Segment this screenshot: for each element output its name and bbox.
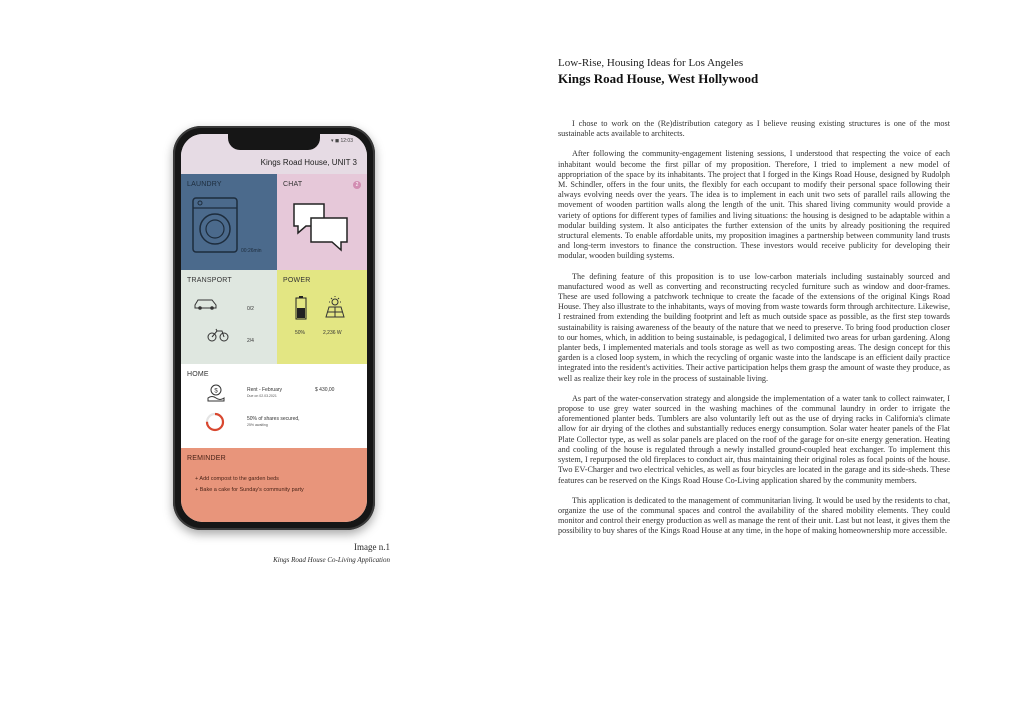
cars-available: 0/2 — [247, 306, 254, 312]
rent-label: Rent - February — [247, 387, 283, 393]
chat-bubbles-icon — [291, 200, 351, 256]
battery-level: 50% — [295, 330, 306, 336]
washing-machine-icon — [191, 196, 239, 254]
paragraph: After following the community-engagement listening sessions, I understood that respecting the voice of each inhabitant would become the first pillar of my proposition. Therefore, I tried to implement a new model of appropriation of the space by its inhabitants. The project that I forged in the Kings Road House, designed by Rudolph M. Schindler, offers in the four units, the flexibly for each occupant to modify their personal space following their always evolving needs over the years. The idea is to implement in each unit two sets of parallel rails allowing the movement of wooden partition walls along the length of the unit. This shared living community would provide a variety of options for different types of families and living situations: the housing is designed to be adaptable within a modular building system. It also anticipates the further extension of the units by already positioning the required structural elements. To enable affordable units, my proposition imagines a partnership between community land trusts and long-term investors to finance the construction. These investors would receive publicity for developing their modular, wooden building systems. — [558, 149, 950, 261]
reminder-tile[interactable] — [181, 448, 367, 522]
paragraph: I chose to work on the (Re)distribution category as I believe reusing existing structures is one of the most sustainable acts available to architects. — [558, 119, 950, 139]
shares-awaiting: 25% awaiting — [247, 423, 268, 427]
chat-badge: 2 — [353, 181, 361, 189]
rent-amount: $ 430,00 — [315, 387, 335, 393]
home-tile[interactable] — [181, 364, 367, 448]
home-label: HOME — [187, 371, 209, 378]
svg-text:$: $ — [214, 388, 218, 395]
rent-payment-icon — [207, 384, 225, 402]
unit-title: Kings Road House, UNIT 3 — [260, 158, 357, 167]
solar-output: 2,236 W — [323, 330, 342, 336]
paragraph: As part of the water-conservation strategy and alongside the implementation of a water tank to collect rainwater, I propose to use grey water sourced in the washing machines of the communal laundry in order to irrigate the aforementioned planter beds. Tumblers are also voluntarily left out as the use of drying racks in California's climate allow for air drying of the clothes and substantially reduces energy consumption. Solar water heater panels of the Flat Plate Collector type, as well as solar panels are placed on the roof of the garage for on-site energy generation. Heating and cooling of the house is regulated through a newly installed ground-coupled heat exchanger. To implement this system, I repurposed the old fireplaces to conduct air, thus maintaining their original roles as focal points of the house. Two EV-Charger and two electrical vehicles, as well as four bicycles are located in the garage and its side-sheds. These features can be reserved on the Kings Road House Co-Living application shared by the community members. — [558, 393, 950, 485]
paragraph: This application is dedicated to the management of communitarian living. It would be used by the residents to chat, organize the use of the communal spaces and control the availability of the shared mobility elements. They could monitor and control their energy production as well as manage the rent of their unit. Last but not least, it gives them the possibility to buy shares of the Kings Road House at any time, in the hope of making homeownership more accessible. — [558, 495, 950, 536]
car-icon — [193, 296, 219, 310]
shares-progress-ring — [205, 412, 225, 432]
laundry-label: LAUNDRY — [187, 181, 222, 188]
chat-label: CHAT — [283, 181, 303, 188]
reminder-label: REMINDER — [187, 455, 226, 462]
reminder-item[interactable]: + Add compost to the garden beds — [195, 476, 279, 482]
power-tile[interactable] — [277, 270, 367, 364]
phone-screen — [181, 134, 367, 522]
article-subtitle: Low-Rise, Housing Ideas for Los Angeles — [558, 57, 744, 69]
battery-icon — [295, 296, 307, 320]
transport-tile[interactable] — [181, 270, 277, 364]
article-title: Kings Road House, West Hollywood — [558, 71, 759, 86]
power-label: POWER — [283, 277, 311, 284]
article-body — [558, 119, 950, 547]
status-icons: ▾ ◼ 12:03 — [331, 138, 353, 144]
solar-panel-icon — [323, 296, 347, 318]
shares-label: 50% of shares secured, — [247, 416, 300, 422]
bikes-available: 2/4 — [247, 338, 254, 344]
article-header — [558, 57, 758, 87]
reminder-list — [195, 476, 304, 498]
chat-tile[interactable] — [277, 174, 367, 270]
phone-mockup — [173, 126, 375, 530]
image-caption-subtitle: Kings Road House Co-Living Application — [273, 556, 390, 564]
phone-notch — [228, 134, 320, 150]
laundry-timer: 00:26min — [241, 248, 262, 254]
transport-label: TRANSPORT — [187, 277, 232, 284]
reminder-item[interactable]: + Bake a cake for Sunday's community party — [195, 487, 304, 493]
rent-due-date: Due on 02.03.2021 — [247, 394, 277, 398]
laundry-tile[interactable] — [181, 174, 277, 270]
image-caption-title: Image n.1 — [354, 542, 390, 552]
paragraph: The defining feature of this proposition is to use low-carbon materials including sustainably sourced and manufactured wood as well as converting and reconstructing recycled furniture such as window and door-frames. These are used following a patchwork technique to create the facade of the extensions of the original Kings Road House. They also illustrate to the inhabitants, ways of moving from waste towards form through architecture. Likewise, I restrained from extending the building footprint and left as much outside space as possible, as the first step towards sustainability is raising awareness of the beauty of the nature that we need to preserve. To bring food production closer to our homes, which, in addition to being sustainable, is pedagogical, I delimited two areas for urban gardening. Along planter beds, I implemented materials and tools storage as well as two composting areas. The design concept for this garden is a closed loop system, in which the recycling of organic waste into the landscape is an efficient daily practice integrated into the resident's activities. Their active participation helps them grasp the amount of waste they produce, as well as realize their key role in the process of sustainable living. — [558, 271, 950, 383]
bicycle-icon — [207, 328, 229, 342]
